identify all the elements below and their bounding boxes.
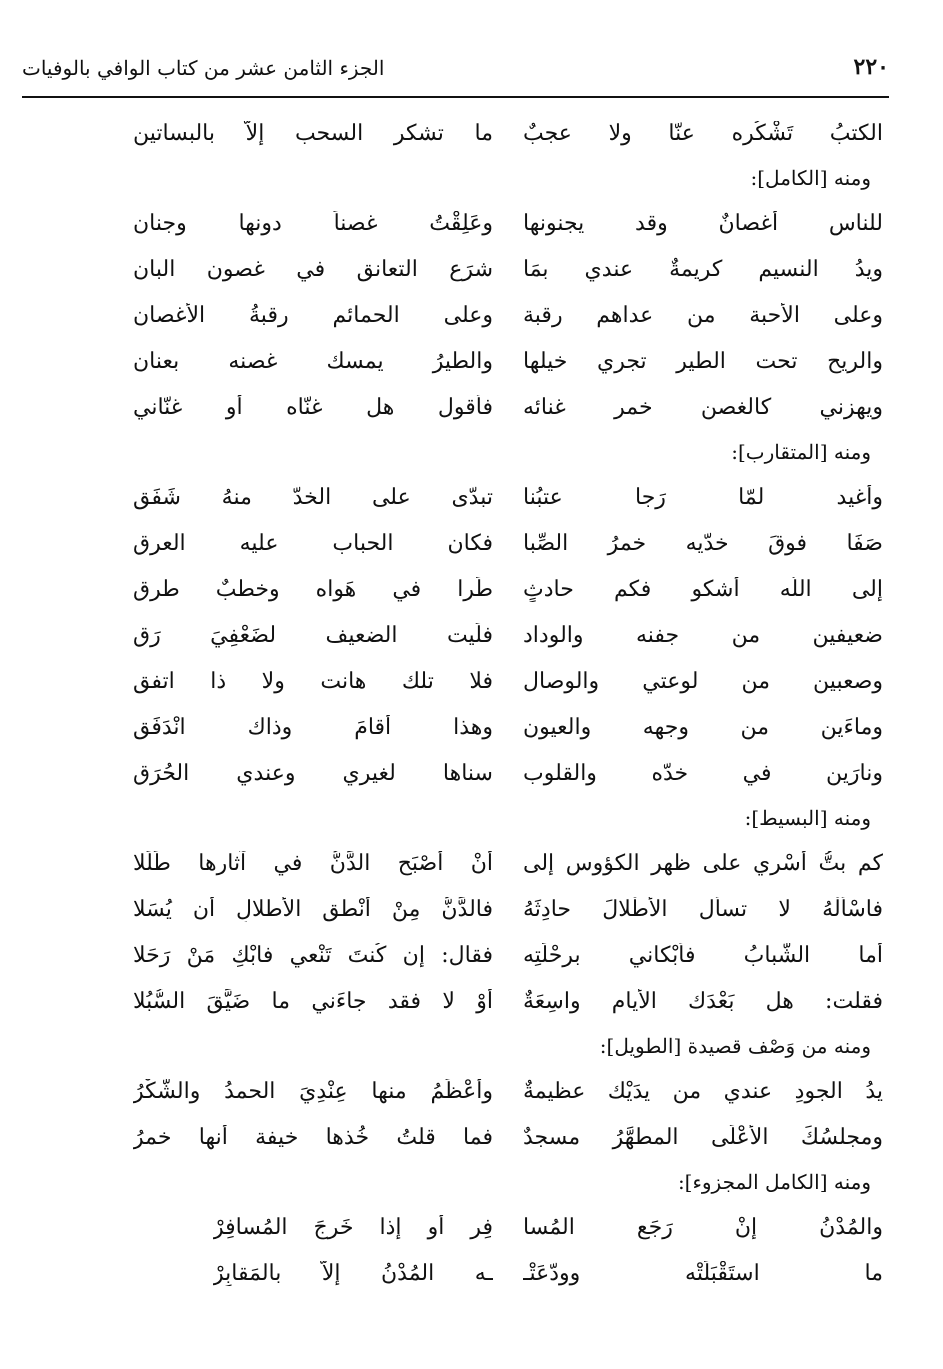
- meter-intro: ومنه من وَصْف قصيدة [الطويل]:: [599, 1034, 871, 1058]
- verse-line: [40, 704, 883, 750]
- verse-line: [40, 886, 883, 932]
- verse-line: [40, 246, 883, 292]
- verse-second-hemistich: فكان الحباب عليه العرق: [133, 530, 493, 556]
- verse-second-hemistich: شرَع التعانق في غصون البان: [133, 256, 493, 282]
- verse-first-hemistich: كم بتُّ أسْري على ظهر الكؤوس إلى: [523, 850, 883, 876]
- verse-first-hemistich: والريح تحت الطير تجري خيلها: [523, 348, 883, 374]
- verse-line: [40, 612, 883, 658]
- verse-second-hemistich: والطيرُ يمسك غصنه بعنان: [133, 348, 493, 374]
- verse-first-hemistich: ويهزني كالغصن خمر غنائه: [523, 394, 883, 420]
- verse-second-hemistich: ما تشكر السحب إلاَّ بالبساتين: [133, 120, 493, 146]
- verse-second-hemistich: فما قلتُ خُذها خيفة أنها خمرُ: [133, 1124, 493, 1150]
- verse-line: [40, 1068, 883, 1114]
- running-title: الجزء الثامن عشر من كتاب الوافي بالوفيات: [22, 56, 385, 80]
- meter-intro: ومنه [البسيط]:: [744, 806, 871, 830]
- verse-second-hemistich: وهذا أقامَ وذاك انْدَفَق: [133, 714, 493, 740]
- meter-intro: ومنه [الكامل]:: [750, 166, 871, 190]
- verse-second-hemistich: تبدّى على الخدّ منهُ شَفَق: [133, 484, 493, 510]
- verse-second-hemistich: أنْ أصْبَح الدَّنُّ في آثارها طَلَلا: [133, 850, 493, 876]
- verse-second-hemistich: فلَيت الضعيف لضَعْفِيَ رَق: [133, 622, 493, 648]
- verse-second-hemistich: طَرا في هَواه وخطبٌ طرق: [133, 576, 493, 602]
- verse-line: [40, 1250, 883, 1296]
- verse-line: [40, 110, 883, 156]
- verse-line: [40, 338, 883, 384]
- verse-second-hemistich: فلا تلك هانت ولا ذا اتفق: [133, 668, 493, 694]
- verse-second-hemistich: وعَلِقْتُ غصناً دونها وجنان: [133, 210, 493, 236]
- verse-first-hemistich: وعلى الأحبة من عداهم رقبة: [523, 302, 883, 328]
- verse-second-hemistich: ـه المُدْنُ إلاَّ بالمَقابِرْ: [213, 1260, 493, 1286]
- verse-first-hemistich: للناس أغصانٌ وقد يجنونها: [523, 210, 883, 236]
- verse-line: [40, 566, 883, 612]
- verse-line: [40, 474, 883, 520]
- page-header: [22, 50, 889, 98]
- verse-second-hemistich: وأعْظَمُ منها عِنْدِيَ الحمدُ والشُّكْرُ: [133, 1078, 493, 1104]
- verse-line: [40, 520, 883, 566]
- verse-second-hemistich: أوْ لا فقد جاءَني ما ضَيَّقَ السُّبُلا: [133, 988, 493, 1014]
- verse-line: [40, 978, 883, 1024]
- verse-line: [40, 1114, 883, 1160]
- page-number: ٢٢٠: [853, 54, 889, 80]
- verse-second-hemistich: وعلى الحمائم رقبةُ الأغصان: [133, 302, 493, 328]
- verse-first-hemistich: أما الشَّبابُ فأبْكاني برحْلَتِه: [523, 942, 883, 968]
- verse-first-hemistich: يدُ الجودِ عندي من يدَيْك عظيمةٌ: [523, 1078, 883, 1104]
- verse-first-hemistich: الكتبُ تَشْكُره عنّا ولا عجبٌ: [523, 120, 883, 146]
- verse-first-hemistich: صَفَا فوقَ خدّيه خمرُ الصِّبا: [523, 530, 883, 556]
- poem-content: [40, 110, 883, 1296]
- verse-line: [40, 384, 883, 430]
- meter-intro: ومنه [المتقارب]:: [731, 440, 871, 464]
- verse-line: [40, 292, 883, 338]
- verse-line: [40, 658, 883, 704]
- verse-second-hemistich: فالدَّنُّ مِنْ أنْطقِ الأطلالِ أن يُسَلا: [133, 896, 493, 922]
- verse-line: [40, 1204, 883, 1250]
- verse-first-hemistich: ومجلسُكَ الأعْلَى المطهَّرُ مسجدٌ: [523, 1124, 883, 1150]
- verse-first-hemistich: فقلت: هل بَعْدَك الأيامِ واسِعَةٌ: [523, 988, 883, 1014]
- verse-first-hemistich: ونارَين في خدّه والقلوب: [523, 760, 883, 786]
- verse-second-hemistich: فأقول هل غنّاه أو غنّاني: [133, 394, 493, 420]
- verse-first-hemistich: ويدُ النسيم كريمةٌ عندي بمَا: [523, 256, 883, 282]
- verse-line: [40, 932, 883, 978]
- verse-line: [40, 840, 883, 886]
- verse-second-hemistich: سناها لغيري وعندي الحُرَق: [133, 760, 493, 786]
- verse-first-hemistich: إلى اللّه أشكو فكم حادثٍ: [523, 576, 883, 602]
- verse-second-hemistich: فِر أو إذا خَرجَ المُسافِرْ: [213, 1214, 493, 1240]
- verse-first-hemistich: والمُدْنُ إنْ رَجَع المُسا: [523, 1214, 883, 1240]
- verse-first-hemistich: وماءَين من وجهه والعيون: [523, 714, 883, 740]
- verse-line: [40, 200, 883, 246]
- verse-second-hemistich: فقال: إن كُنتَ تَنْعي فابْكِ مَنْ رَحَلا: [133, 942, 493, 968]
- verse-first-hemistich: ما استَقْبَلَتْه وودّعَتْـ: [523, 1260, 883, 1286]
- verse-first-hemistich: فاسْألْهُ لا تسأل الأطْلالَ حادِثَهُ: [523, 896, 883, 922]
- verse-first-hemistich: وصعبين من لوعتي والوصال: [523, 668, 883, 694]
- verse-first-hemistich: وأغيد لمّا رَجا عتبُنا: [523, 484, 883, 510]
- verse-first-hemistich: ضعيفين من جفنه والوداد: [523, 622, 883, 648]
- meter-intro: ومنه [الكامل المجزوء]:: [677, 1170, 871, 1194]
- verse-line: [40, 750, 883, 796]
